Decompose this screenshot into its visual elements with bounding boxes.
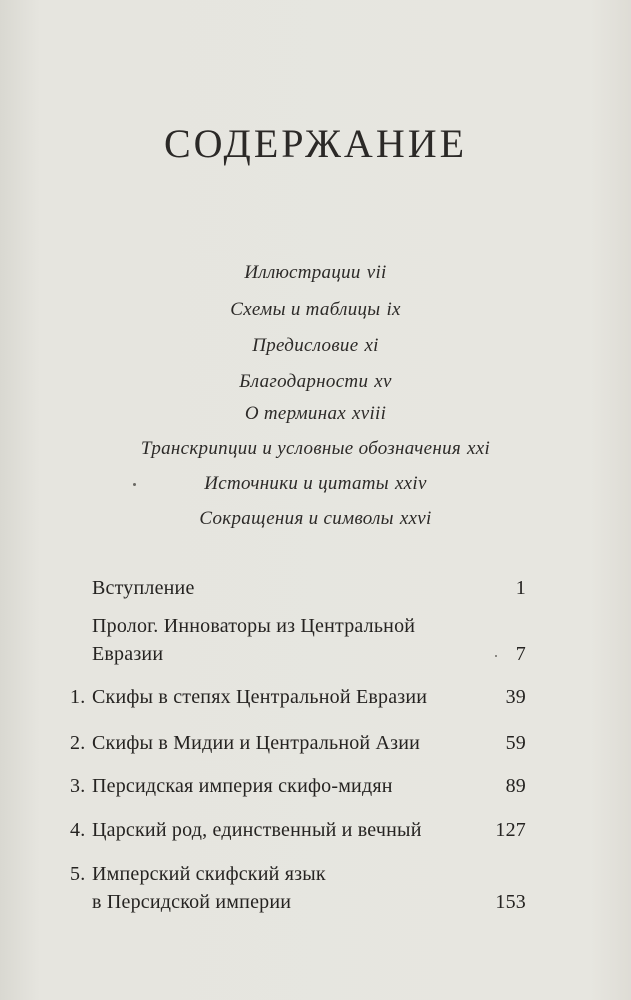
toc-entry-chapter-5 [70, 860, 526, 916]
chapter-page: 89 [505, 775, 526, 797]
chapter-number: 3. [70, 775, 86, 797]
chapter-title: Скифы в степях Центральной Евразии [92, 686, 428, 708]
toc-entry-chapter-2 [70, 729, 526, 757]
front-matter-item [0, 299, 631, 321]
toc-entry-chapter-3 [70, 772, 526, 800]
front-matter-page: xv [374, 371, 392, 392]
front-matter-page: xxvi [399, 508, 432, 529]
page-title: СОДЕРЖАНИЕ [163, 121, 468, 166]
print-speck [495, 655, 497, 657]
chapter-number: 2. [70, 732, 86, 754]
chapter-title-continued: Евразии [92, 643, 164, 665]
front-matter-page: vii [366, 262, 387, 283]
front-matter-item [0, 335, 631, 357]
chapter-page: 39 [505, 686, 526, 708]
chapter-page: 153 [495, 891, 526, 913]
front-matter-label: Сокращения и символы [199, 508, 394, 529]
chapter-title: Вступление [92, 577, 195, 599]
front-matter-page: xviii [351, 403, 387, 424]
front-matter-item [0, 438, 631, 460]
front-matter-item [0, 508, 631, 530]
print-speck [133, 483, 136, 486]
front-matter-label: Иллюстрации [244, 262, 361, 283]
front-matter-item [0, 403, 631, 425]
front-matter-item [0, 371, 631, 393]
toc-entry-prologue [70, 612, 526, 668]
chapter-page: 7 [515, 643, 526, 665]
front-matter-page: xxi [467, 438, 491, 459]
front-matter-label: Схемы и таблицы [230, 299, 381, 320]
chapter-page: 59 [505, 732, 526, 754]
chapter-title: Персидская империя скифо-мидян [92, 775, 393, 797]
front-matter-page: xi [364, 335, 379, 356]
chapter-title: Скифы в Мидии и Центральной Азии [92, 732, 421, 754]
front-matter-item [0, 262, 631, 284]
toc-entry-chapter-1 [70, 683, 526, 711]
front-matter-label: Благодарности [239, 371, 369, 392]
toc-entry-chapter-4 [70, 816, 526, 844]
chapter-title: Пролог. Инноваторы из Центральной [92, 615, 416, 637]
front-matter-label: Транскрипции и условные обозначения [140, 438, 462, 459]
chapter-number: 4. [70, 819, 86, 841]
front-matter-page: ix [386, 299, 401, 320]
front-matter-item [0, 473, 631, 495]
chapter-page: 127 [495, 819, 526, 841]
chapter-title-continued: в Персидской империи [92, 891, 292, 913]
chapter-page: 1 [515, 577, 526, 599]
front-matter-label: Предисловие [252, 335, 359, 356]
front-matter-page: xxiv [394, 473, 427, 494]
chapter-title: Имперский скифский язык [92, 863, 326, 885]
chapter-number: 5. [70, 863, 86, 885]
chapter-number: 1. [70, 686, 86, 708]
chapter-title: Царский род, единственный и вечный [92, 819, 422, 841]
toc-entry-intro [70, 574, 526, 602]
front-matter-label: Источники и цитаты [204, 473, 389, 494]
front-matter-label: О терминах [244, 403, 346, 424]
